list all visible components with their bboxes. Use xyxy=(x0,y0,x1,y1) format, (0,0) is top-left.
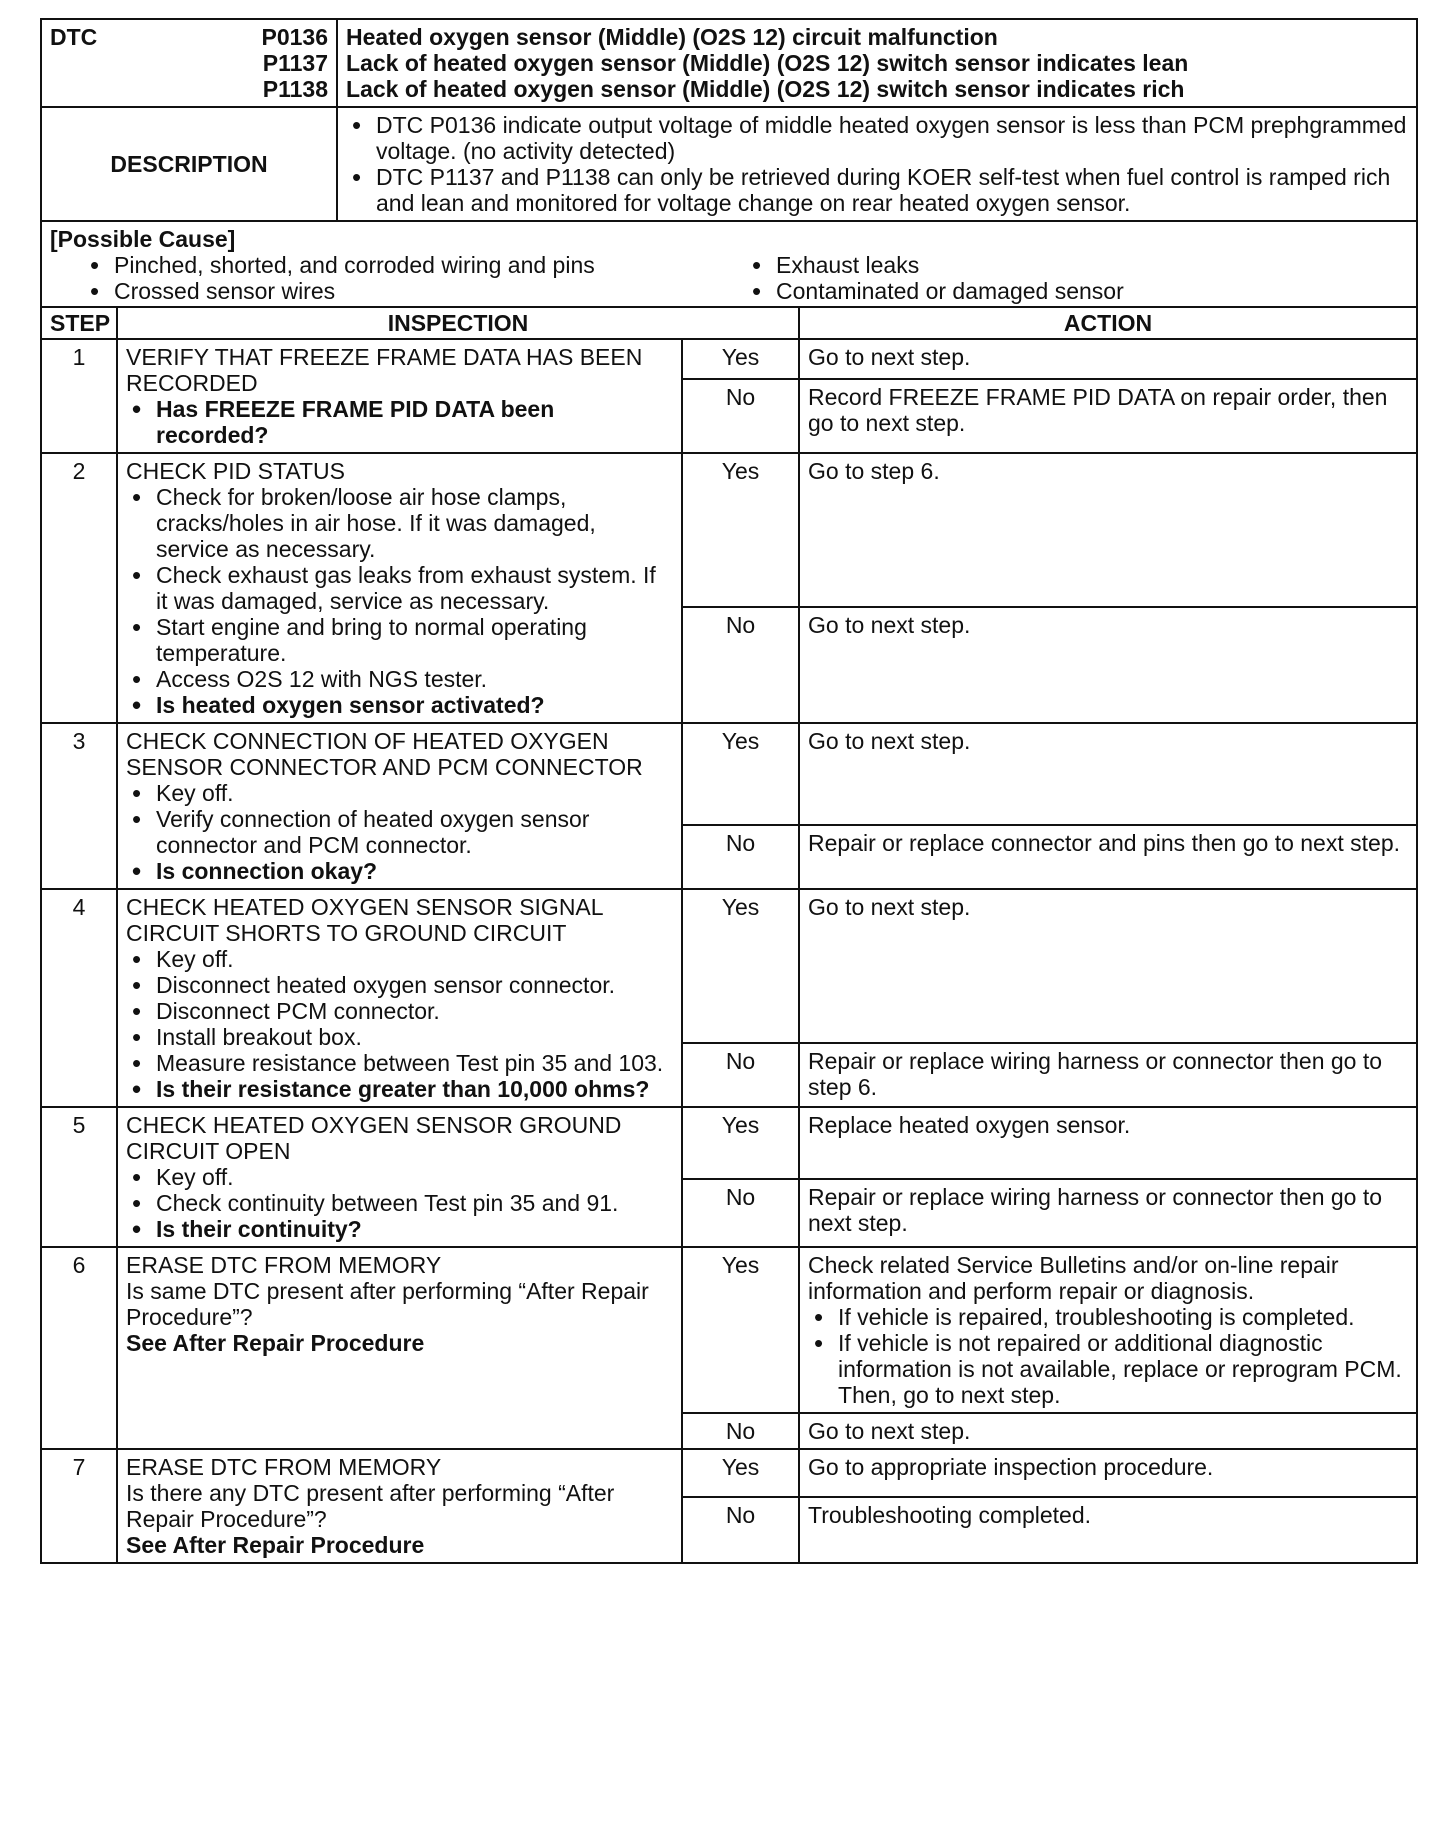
no-label: No xyxy=(682,1043,799,1107)
step-question: • Is their continuity? xyxy=(126,1216,673,1242)
step-title: CHECK HEATED OXYGEN SENSOR SIGNAL CIRCUIT SHORTS TO GROUND CIRCUIT xyxy=(126,894,603,946)
step-inspection xyxy=(117,1247,682,1449)
description-item: • DTC P1137 and P1138 can only be retrieved during KOER self-test when fuel control is ramped rich and lean and monitored for voltage change on rear heated oxygen sensor. xyxy=(346,164,1408,216)
dtc-code-cell xyxy=(41,19,337,107)
yes-action-bullet: • If vehicle is not repaired or additional diagnostic information is not available, replace or reprogram PCM. Then, go to next step. xyxy=(808,1330,1408,1408)
step-bullet: • Start engine and bring to normal operating temperature. xyxy=(126,614,673,666)
step-bullet: • Check exhaust gas leaks from exhaust system. If it was damaged, service as necessary. xyxy=(126,562,673,614)
yes-label: Yes xyxy=(682,1107,799,1179)
step-number: 1 xyxy=(41,339,117,453)
step-inspection xyxy=(117,339,682,453)
cause-item: • Crossed sensor wires xyxy=(84,278,746,304)
dtc-label: DTC xyxy=(50,24,98,50)
yes-action: Go to next step. xyxy=(799,889,1417,1043)
dtc-title-cell xyxy=(337,19,1417,107)
description-cell xyxy=(337,107,1417,221)
step-number: 2 xyxy=(41,453,117,723)
step-row xyxy=(41,1107,1417,1179)
step-question: • Is connection okay? xyxy=(126,858,673,884)
dtc-header-row xyxy=(41,19,1417,107)
yes-label: Yes xyxy=(682,723,799,825)
step-bullet: • Install breakout box. xyxy=(126,1024,673,1050)
step-bullet: • Check for broken/loose air hose clamps, cracks/holes in air hose. If it was damaged, service as necessary. xyxy=(126,484,673,562)
step-bullet: • Disconnect heated oxygen sensor connector. xyxy=(126,972,673,998)
yes-action xyxy=(799,1247,1417,1413)
dtc-code: P1138 xyxy=(262,76,329,102)
yes-label: Yes xyxy=(682,1449,799,1497)
step-row xyxy=(41,339,1417,379)
yes-action-intro: Check related Service Bulletins and/or on-line repair information and perform repair or diagnosis. xyxy=(808,1252,1339,1304)
step-inspection xyxy=(117,889,682,1107)
step-question: • Has FREEZE FRAME PID DATA been recorded? xyxy=(126,396,673,448)
step-text: Is there any DTC present after performing “After Repair Procedure”? xyxy=(126,1480,615,1532)
dtc-code: P1137 xyxy=(262,50,329,76)
step-row xyxy=(41,1247,1417,1413)
step-number: 6 xyxy=(41,1247,117,1449)
yes-label: Yes xyxy=(682,453,799,607)
step-title: CHECK CONNECTION OF HEATED OXYGEN SENSOR CONNECTOR AND PCM CONNECTOR xyxy=(126,728,643,780)
dtc-title: Heated oxygen sensor (Middle) (O2S 12) circuit malfunction xyxy=(346,24,998,50)
no-action: Go to next step. xyxy=(799,1413,1417,1449)
dtc-title: Lack of heated oxygen sensor (Middle) (O2S 12) switch sensor indicates lean xyxy=(346,50,1189,76)
step-number: 3 xyxy=(41,723,117,889)
no-label: No xyxy=(682,379,799,453)
step-row xyxy=(41,889,1417,1043)
no-action: Go to next step. xyxy=(799,607,1417,723)
dtc-code: P0136 xyxy=(261,24,329,50)
step-number: 7 xyxy=(41,1449,117,1563)
yes-action: Go to step 6. xyxy=(799,453,1417,607)
description-row xyxy=(41,107,1417,221)
step-title: CHECK HEATED OXYGEN SENSOR GROUND CIRCUIT OPEN xyxy=(126,1112,622,1164)
yes-action: Go to next step. xyxy=(799,723,1417,825)
possible-cause-label: [Possible Cause] xyxy=(50,226,236,252)
column-header-row xyxy=(41,307,1417,339)
step-text: Is same DTC present after performing “After Repair Procedure”? xyxy=(126,1278,649,1330)
step-bullet: • Check continuity between Test pin 35 and 91. xyxy=(126,1190,673,1216)
description-label: DESCRIPTION xyxy=(41,107,337,221)
yes-label: Yes xyxy=(682,339,799,379)
yes-label: Yes xyxy=(682,1247,799,1413)
dtc-document xyxy=(40,18,1416,1564)
yes-action: Go to next step. xyxy=(799,339,1417,379)
cause-item: • Exhaust leaks xyxy=(746,252,1408,278)
step-title: ERASE DTC FROM MEMORY xyxy=(126,1252,442,1278)
step-inspection xyxy=(117,1449,682,1563)
see-reference: See After Repair Procedure xyxy=(126,1532,425,1558)
dtc-table xyxy=(40,18,1418,1564)
no-action: Troubleshooting completed. xyxy=(799,1497,1417,1563)
no-label: No xyxy=(682,825,799,889)
no-label: No xyxy=(682,1497,799,1563)
no-label: No xyxy=(682,1413,799,1449)
no-label: No xyxy=(682,1179,799,1247)
yes-label: Yes xyxy=(682,889,799,1043)
step-number: 5 xyxy=(41,1107,117,1247)
no-action: Repair or replace wiring harness or connector then go to step 6. xyxy=(799,1043,1417,1107)
step-bullet: • Key off. xyxy=(126,946,673,972)
no-action: Repair or replace wiring harness or connector then go to next step. xyxy=(799,1179,1417,1247)
cause-item: • Pinched, shorted, and corroded wiring and pins xyxy=(84,252,746,278)
step-question: • Is heated oxygen sensor activated? xyxy=(126,692,673,718)
possible-cause-cell xyxy=(41,221,1417,307)
step-inspection xyxy=(117,1107,682,1247)
step-row xyxy=(41,1449,1417,1497)
step-number: 4 xyxy=(41,889,117,1107)
yes-action-bullet: • If vehicle is repaired, troubleshooting is completed. xyxy=(808,1304,1408,1330)
step-title: CHECK PID STATUS xyxy=(126,458,345,484)
step-title: VERIFY THAT FREEZE FRAME DATA HAS BEEN RECORDED xyxy=(126,344,643,396)
action-header: ACTION xyxy=(799,307,1417,339)
cause-item: • Contaminated or damaged sensor xyxy=(746,278,1408,304)
step-bullet: • Disconnect PCM connector. xyxy=(126,998,673,1024)
step-question: • Is their resistance greater than 10,000 ohms? xyxy=(126,1076,673,1102)
step-inspection xyxy=(117,453,682,723)
step-bullet: • Key off. xyxy=(126,1164,673,1190)
step-bullet: • Measure resistance between Test pin 35 and 103. xyxy=(126,1050,673,1076)
step-row xyxy=(41,723,1417,825)
possible-cause-row xyxy=(41,221,1417,307)
no-action: Repair or replace connector and pins then go to next step. xyxy=(799,825,1417,889)
step-bullet: • Verify connection of heated oxygen sensor connector and PCM connector. xyxy=(126,806,673,858)
inspection-header: INSPECTION xyxy=(117,307,799,339)
step-bullet: • Key off. xyxy=(126,780,673,806)
step-header: STEP xyxy=(41,307,117,339)
step-row xyxy=(41,453,1417,607)
yes-action: Go to appropriate inspection procedure. xyxy=(799,1449,1417,1497)
yes-action: Replace heated oxygen sensor. xyxy=(799,1107,1417,1179)
step-title: ERASE DTC FROM MEMORY xyxy=(126,1454,442,1480)
no-action: Record FREEZE FRAME PID DATA on repair order, then go to next step. xyxy=(799,379,1417,453)
no-label: No xyxy=(682,607,799,723)
see-reference: See After Repair Procedure xyxy=(126,1330,425,1356)
dtc-title: Lack of heated oxygen sensor (Middle) (O2S 12) switch sensor indicates rich xyxy=(346,76,1185,102)
step-inspection xyxy=(117,723,682,889)
description-item: • DTC P0136 indicate output voltage of middle heated oxygen sensor is less than PCM prephgrammed voltage. (no activity detected) xyxy=(346,112,1408,164)
step-bullet: • Access O2S 12 with NGS tester. xyxy=(126,666,673,692)
